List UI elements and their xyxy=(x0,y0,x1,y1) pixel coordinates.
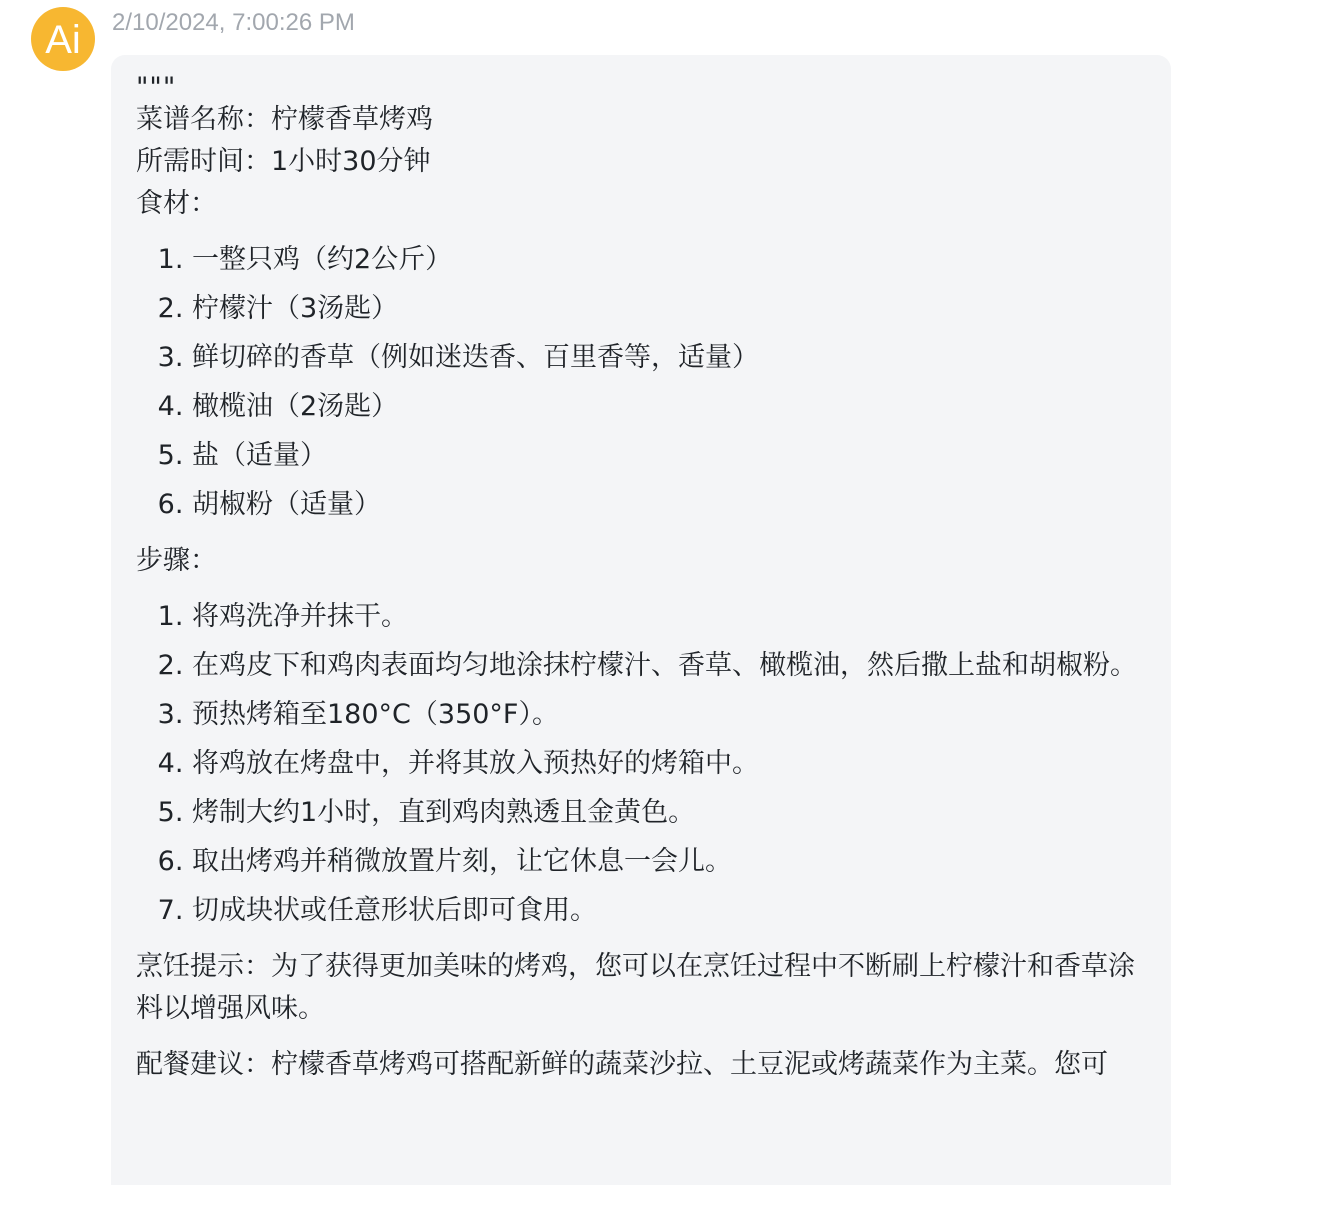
bottom-mask xyxy=(0,1185,1324,1218)
ingredients-heading: 食材： xyxy=(136,188,217,219)
list-item: 3. 预热烤箱至180°C（350°F）。 xyxy=(192,694,1152,736)
list-item: 4. 橄榄油（2汤匙） xyxy=(192,386,1146,428)
recipe-name: 菜谱名称：柠檬香草烤鸡 xyxy=(136,104,433,135)
list-item: 6. 取出烤鸡并稍微放置片刻，让它休息一会儿。 xyxy=(192,841,1152,883)
steps-heading: 步骤： xyxy=(136,545,217,576)
required-time: 所需时间：1小时30分钟 xyxy=(136,146,431,177)
list-item: 1. 将鸡洗净并抹干。 xyxy=(192,596,1152,638)
avatar-label: Ai xyxy=(45,17,81,62)
list-item: 6. 胡椒粉（适量） xyxy=(192,484,1146,526)
steps-list xyxy=(136,596,1152,932)
list-item: 2. 在鸡皮下和鸡肉表面均匀地涂抹柠檬汁、香草、橄榄油，然后撒上盐和胡椒粉。 xyxy=(192,645,1152,687)
message-timestamp: 2/10/2024, 7:00:26 PM xyxy=(112,9,355,36)
list-item: 2. 柠檬汁（3汤匙） xyxy=(192,288,1146,330)
pairing-suggestion: 配餐建议：柠檬香草烤鸡可搭配新鲜的蔬菜沙拉、土豆泥或烤蔬菜作为主菜。您可 xyxy=(136,1049,1108,1080)
message-bubble xyxy=(111,55,1171,1185)
list-item: 7. 切成块状或任意形状后即可食用。 xyxy=(192,890,1152,932)
message-viewport[interactable] xyxy=(111,55,1171,1185)
list-item: 1. 一整只鸡（约2公斤） xyxy=(192,239,1146,281)
assistant-avatar xyxy=(31,7,95,71)
list-item: 4. 将鸡放在烤盘中，并将其放入预热好的烤箱中。 xyxy=(192,743,1152,785)
ingredients-list xyxy=(136,239,1146,526)
cooking-tip: 烹饪提示：为了获得更加美味的烤鸡，您可以在烹饪过程中不断刷上柠檬汁和香草涂料以增强风味。 xyxy=(136,951,1135,1024)
list-item: 5. 盐（适量） xyxy=(192,435,1146,477)
quote-marks: """ xyxy=(136,72,177,103)
list-item: 5. 烤制大约1小时，直到鸡肉熟透且金黄色。 xyxy=(192,792,1152,834)
list-item: 3. 鲜切碎的香草（例如迷迭香、百里香等，适量） xyxy=(192,337,1146,379)
